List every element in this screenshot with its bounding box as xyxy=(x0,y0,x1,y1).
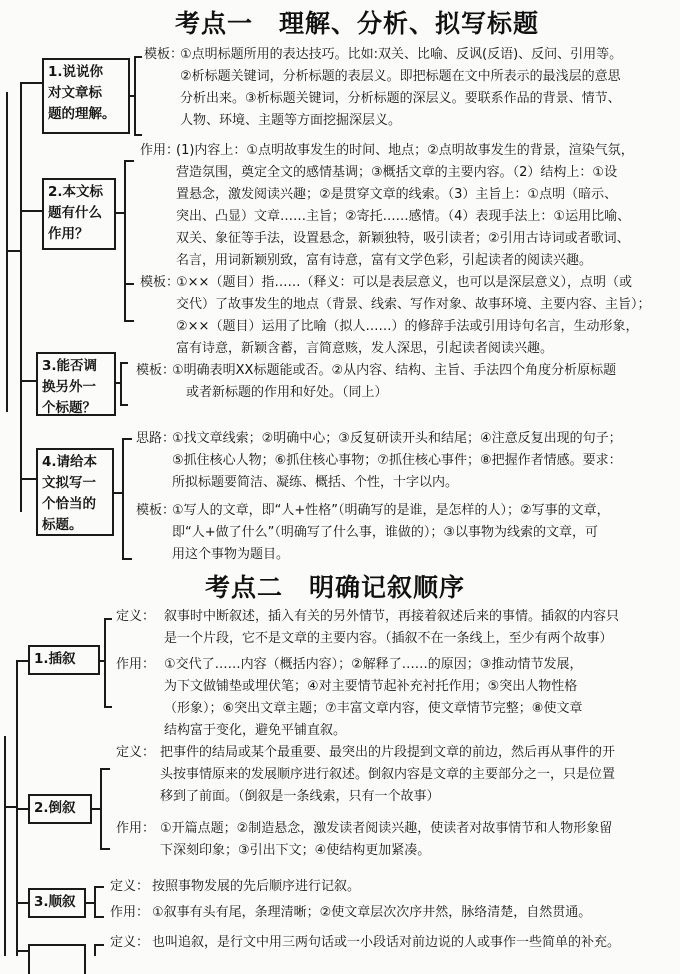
topic-box-2: 2.本文标 题有什么 作用？ xyxy=(42,178,116,250)
bracket-supplementary-stem xyxy=(94,944,96,956)
label-template-3: 模板： xyxy=(136,363,176,378)
text-def-insert: 叙事时中断叙述，插入有关的另外情节，再接着叙述后来的事情。插叙的内容只 是一个片段，它不是文章的主要内容。（插叙不在一条线上，至少有两个故事） xyxy=(164,609,620,646)
text-4a: ①找文章线索；②明确中心；③反复研读开头和结尾；④注意反复出现的句子； ⑤抓住核心人物；⑥抓住核心事物；⑦抓住核心事件；⑧把握作者情感。要求： 所拟标题要简洁、凝练、概括、个性，十字以内。 xyxy=(172,431,622,490)
text-1: ①点明标题所用的表达技巧。比如:双关、比喻、反讽(反语)、反问、引用等。 ②析标题关键词，分析标题的表层义。即把标题在文中所表示的最浅层的意思 分析出来。③析标题关键词，分析标题的深层义。要联系作品的背景、情节、 人物、环境、主题等方面挖掘深层义。 xyxy=(180,47,623,128)
bracket-4-stem xyxy=(122,438,124,558)
text-use-flashback: ①开篇点题；②制造悬念，激发读者阅读兴趣，使读者对故事情节和人物形象留 下深刻印象；③引出下文；④使结构更加紧凑。 xyxy=(160,821,613,858)
label-use-sequential: 作用： xyxy=(110,905,150,920)
label-template-1: 模板： xyxy=(144,47,184,62)
label-template-4: 模板： xyxy=(136,503,176,518)
trunk-line-2 xyxy=(4,736,6,956)
bracket-sequential-bottom xyxy=(94,916,104,918)
bracket-flashback-bottom xyxy=(100,848,110,850)
bracket-1 xyxy=(134,56,142,136)
connector-2-4 xyxy=(16,950,28,952)
bracket-4-top xyxy=(122,438,132,440)
text-2a: (1)内容上：①点明故事发生的时间、地点；②点明故事发生的背景，渲染气氛， 营造氛围，奠定全文的感情基调；③概括文章的主要内容。（2）结构上：①设 置悬念，激发阅读兴趣；②是贯穿文章的线索。（3）主旨上：①点明（暗示、 突出、凸显）文章……主旨；②寄托……感情。（4）表现手法上：①运用比喻、 双关、象征等手法，设置悬念，新颖独特，吸引读者；②引用古诗词或者歌词、 名言，用词新颖别致，富有诗意，富有文学色彩，引起读者的阅读兴趣。 xyxy=(176,143,634,268)
label-def-flashback: 定义： xyxy=(116,745,156,760)
topic-box-3: 3.能否调 换另外一 个标题？ xyxy=(36,352,116,416)
bracket-insert xyxy=(104,618,112,708)
label-def-insert: 定义： xyxy=(116,609,156,624)
bracket-2-top xyxy=(124,160,134,162)
bracket-4-bottom xyxy=(122,558,132,560)
topic-box-4: 4.请给本 文拟写一 个恰当的 标题。 xyxy=(36,448,114,536)
bracket-flashback-stem xyxy=(100,768,102,848)
label-def-supplementary: 定义： xyxy=(110,935,150,950)
label-effect-2: 作用： xyxy=(140,143,180,158)
bracket-2-mid xyxy=(124,283,134,285)
branch-line-1 xyxy=(20,82,22,512)
topic-box-sequential: 3.顺叙 xyxy=(28,888,86,918)
bracket-2-stem xyxy=(124,160,126,320)
label-template-2: 模板： xyxy=(140,275,180,290)
bracket-sequential-stem xyxy=(94,886,96,916)
topic-box-1: 1.说说你 对文章标 题的理解。 xyxy=(42,58,130,134)
trunk-connector-1 xyxy=(6,250,20,252)
text-def-sequential: 按照事物发展的先后顺序进行记叙。 xyxy=(152,879,361,894)
label-use-insert: 作用： xyxy=(116,657,156,672)
label-approach-4: 思路： xyxy=(136,431,176,446)
bracket-2-bottom xyxy=(124,320,134,322)
connector-1-2 xyxy=(20,210,42,212)
section2-title: 考点二 明确记叙顺序 xyxy=(205,573,466,602)
text-3: ①明确表明XX标题能或否。②从内容、结构、主旨、手法四个角度分析原标题 或者新标题的作用和好处。（同上） xyxy=(172,363,617,400)
text-2b: ①××（题目）指……（释义：可以是表层意义，也可以是深层意义），点明（或 交代）了故事发生的地点（背景、线索、写作对象、故事环境、主要内容、主旨）； ②××（题目）运用了比喻（拟人……）的修辞手法或引用诗句名言，生动形象， 富有诗意，新颖含蓄，言简意赅，发人深思，引起读者阅读兴趣。 xyxy=(176,275,651,356)
connector-2-3 xyxy=(16,902,28,904)
connector-2-1 xyxy=(16,660,28,662)
topic-box-insert: 1.插叙 xyxy=(28,645,100,675)
label-def-sequential: 定义： xyxy=(110,879,150,894)
connector-1-1 xyxy=(20,82,42,84)
bracket-sequential-top xyxy=(94,886,104,888)
text-def-supplementary: 也叫追叙，是行文中用三两句话或一小段话对前边说的人或事作一些简单的补充。 xyxy=(152,935,621,950)
bracket-flashback-top xyxy=(100,768,110,770)
text-use-sequential: ①叙事有头有尾，条理清晰；②使文章层次次序井然，脉络清楚，自然贯通。 xyxy=(152,905,592,920)
section1-title: 考点一 理解、分析、拟写标题 xyxy=(175,9,540,38)
label-use-flashback: 作用： xyxy=(116,821,156,836)
trunk-connector-2 xyxy=(4,806,16,808)
trunk-line-1 xyxy=(6,92,8,412)
topic-box-flashback: 2.倒叙 xyxy=(28,794,92,824)
text-use-insert: ①交代了……内容（概括内容）；②解释了……的原因；③推动情节发展， 为下文做铺垫或埋伏笔；④对主要情节起补充衬托作用；⑤突出人物性格 （形象）；⑥突出文章主题；⑦丰富文章内容，使文章情节完整；⑧使文章 结构富于变化，避免平铺直叙。 xyxy=(164,657,583,738)
topic-box-supplementary xyxy=(28,944,86,974)
text-4b: ①写人的文章，即“人+性格”（明确写的是谁，是怎样的人）；②写事的文章， 即“人+做了什么”（明确写了什么事，谁做的）；③以事物为线索的文章，可 用这个事物为题目。 xyxy=(172,503,610,562)
text-def-flashback: 把事件的结局或某个最重要、最突出的片段提到文章的前边，然后再从事件的开 头按事情原来的发展顺序进行叙述。倒叙内容是文章的主要部分之一，只是位置 移到了前面。（倒叙是一条线索，只有一个故事） xyxy=(160,745,616,804)
bracket-3 xyxy=(120,362,128,406)
connector-2-2 xyxy=(16,808,28,810)
